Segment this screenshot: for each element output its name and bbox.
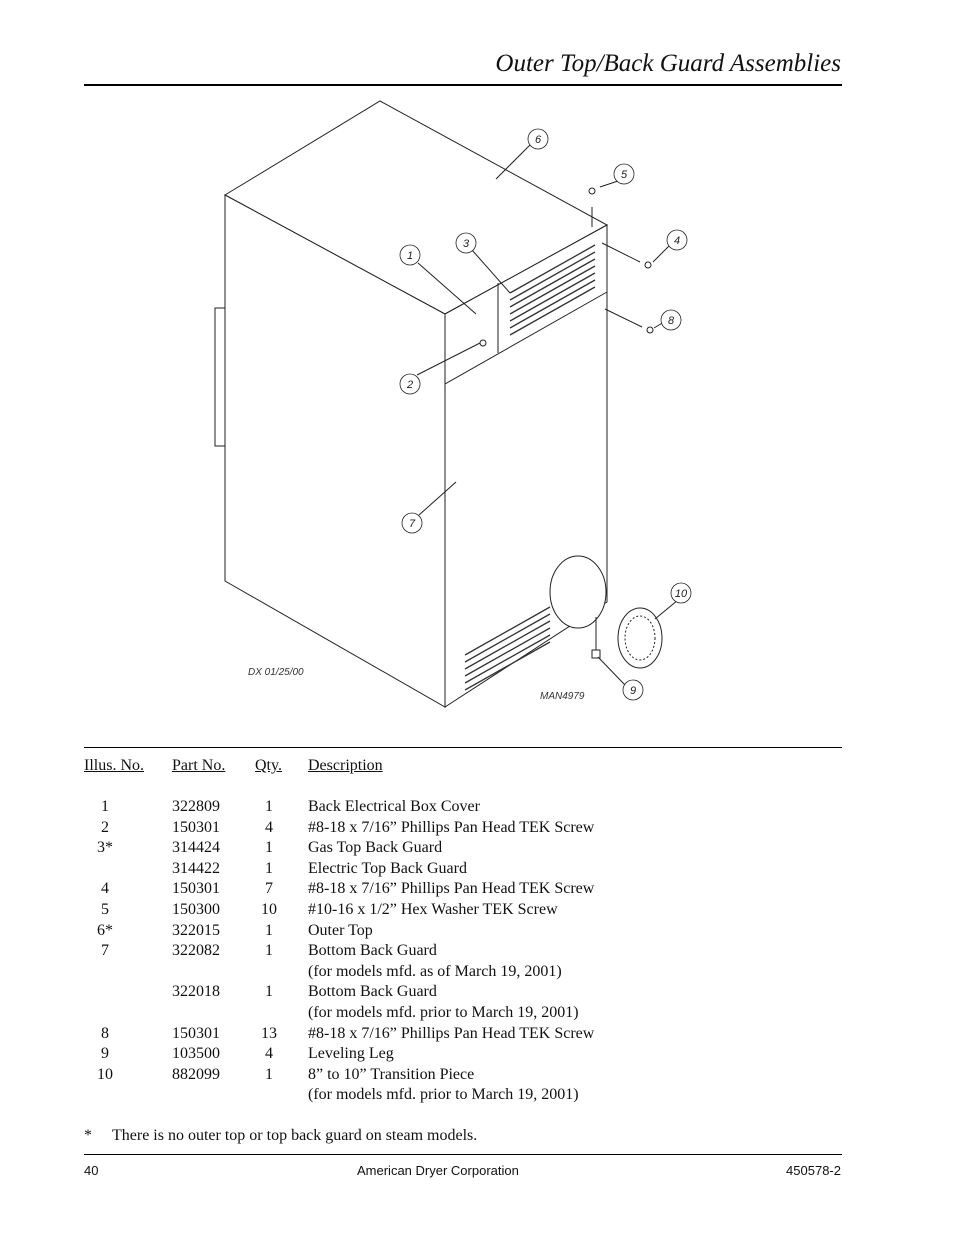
- table-row: [84, 1025, 844, 1045]
- cell-desc: Bottom Back Guard: [308, 942, 437, 960]
- callout-label: 7: [408, 518, 416, 530]
- cell-qty: 1: [265, 798, 273, 815]
- cell-part: 150300: [172, 901, 220, 918]
- transition-piece: [618, 608, 662, 668]
- cell-part: 103500: [172, 1045, 220, 1063]
- cell-illus: 5: [101, 901, 109, 918]
- footnote-mark: *: [84, 1127, 92, 1144]
- header-qty: Qty.: [255, 757, 282, 774]
- callout-label: 4: [673, 235, 681, 247]
- table-row: [84, 880, 844, 900]
- table-row: [84, 798, 844, 818]
- table-row: [84, 819, 844, 839]
- drawing-date: DX 01/25/00: [248, 667, 304, 678]
- footer-rule: [84, 1154, 842, 1155]
- callout-label: 3: [462, 238, 470, 250]
- header-desc: Description: [308, 757, 383, 774]
- table-row: [84, 963, 844, 983]
- callout-label: 9: [629, 685, 637, 697]
- callout-label: 8: [667, 315, 675, 327]
- cell-illus: 8: [101, 1024, 109, 1042]
- cell-desc: 8” to 10” Transition Piece: [308, 1065, 475, 1083]
- table-row: [84, 839, 844, 859]
- leveling-leg: [592, 617, 600, 658]
- cell-qty: 1: [265, 921, 273, 939]
- footer-company: American Dryer Corporation: [357, 1163, 519, 1178]
- cell-part: 150301: [172, 818, 220, 836]
- cell-desc: (for models mfd. as of March 19, 2001): [308, 962, 562, 980]
- callout-label: 6: [534, 134, 542, 146]
- header-illus: Illus. No.: [84, 757, 144, 774]
- cell-qty: 13: [261, 1024, 277, 1042]
- cell-desc: Electric Top Back Guard: [308, 859, 467, 877]
- table-row: [84, 1086, 844, 1106]
- cell-desc: Bottom Back Guard: [308, 983, 437, 1001]
- cell-illus: 6*: [97, 921, 113, 939]
- cell-desc: #8-18 x 7/16” Phillips Pan Head TEK Screw: [308, 880, 595, 898]
- cell-illus: 3*: [97, 839, 113, 857]
- cell-illus: 1: [101, 798, 109, 815]
- cell-desc: (for models mfd. prior to March 19, 2001): [308, 1086, 579, 1104]
- footer-page-number: 40: [84, 1163, 99, 1178]
- table-row: [84, 983, 844, 1003]
- cell-part: 314422: [172, 859, 220, 877]
- cell-desc: #8-18 x 7/16” Phillips Pan Head TEK Screw: [308, 818, 595, 836]
- cell-qty: 7: [265, 880, 273, 898]
- cell-desc: Outer Top: [308, 921, 373, 939]
- cell-desc: (for models mfd. prior to March 19, 2001): [308, 1004, 579, 1021]
- cell-desc: #10-16 x 1/2” Hex Washer TEK Screw: [308, 901, 558, 918]
- cell-illus: 7: [101, 942, 109, 960]
- cell-illus: 9: [101, 1045, 109, 1063]
- table-row: [84, 1066, 844, 1086]
- cell-part: 322018: [172, 983, 220, 1001]
- page-title: Outer Top/Back Guard Assemblies: [495, 50, 841, 77]
- table-row: [84, 901, 844, 921]
- cell-illus: 4: [101, 880, 109, 898]
- cell-desc: Gas Top Back Guard: [308, 839, 443, 857]
- cell-desc: #8-18 x 7/16” Phillips Pan Head TEK Screw: [308, 1024, 595, 1042]
- drawing-id: MAN4979: [540, 691, 585, 702]
- cell-desc: Back Electrical Box Cover: [308, 798, 480, 815]
- cell-qty: 1: [265, 983, 273, 1001]
- cell-illus: 2: [101, 818, 109, 836]
- footer-doc-number: 450578-2: [786, 1163, 841, 1178]
- cell-illus: 10: [97, 1065, 113, 1083]
- cell-qty: 1: [265, 859, 273, 877]
- cell-qty: 1: [265, 1065, 273, 1083]
- callout-label: 2: [406, 379, 414, 391]
- table-row: [84, 1045, 844, 1065]
- header-rule: [84, 84, 842, 86]
- table-row: [84, 922, 844, 942]
- table-row: [84, 860, 844, 880]
- footnote-text: There is no outer top or top back guard on steam models.: [112, 1127, 478, 1144]
- cell-qty: 10: [261, 901, 277, 918]
- cell-part: 150301: [172, 880, 220, 898]
- cell-part: 322809: [172, 798, 220, 815]
- header-part: Part No.: [172, 757, 226, 774]
- cell-desc: Leveling Leg: [308, 1045, 394, 1063]
- cell-qty: 1: [265, 942, 273, 960]
- table-row: [84, 942, 844, 962]
- cell-qty: 1: [265, 839, 273, 857]
- cell-part: 322015: [172, 921, 220, 939]
- callout-label: 5: [620, 169, 628, 181]
- cell-part: 150301: [172, 1024, 220, 1042]
- cell-part: 322082: [172, 942, 220, 960]
- cell-part: 882099: [172, 1065, 220, 1083]
- callout-label: 10: [674, 588, 688, 600]
- footnote: [84, 1127, 477, 1145]
- table-top-rule: [84, 747, 842, 748]
- cell-qty: 4: [265, 818, 273, 836]
- parts-list-header: [84, 757, 844, 777]
- cell-part: 314424: [172, 839, 220, 857]
- exploded-diagram: [200, 95, 720, 720]
- callout-label: 1: [406, 250, 414, 262]
- table-row: [84, 1004, 844, 1024]
- cell-qty: 4: [265, 1045, 273, 1063]
